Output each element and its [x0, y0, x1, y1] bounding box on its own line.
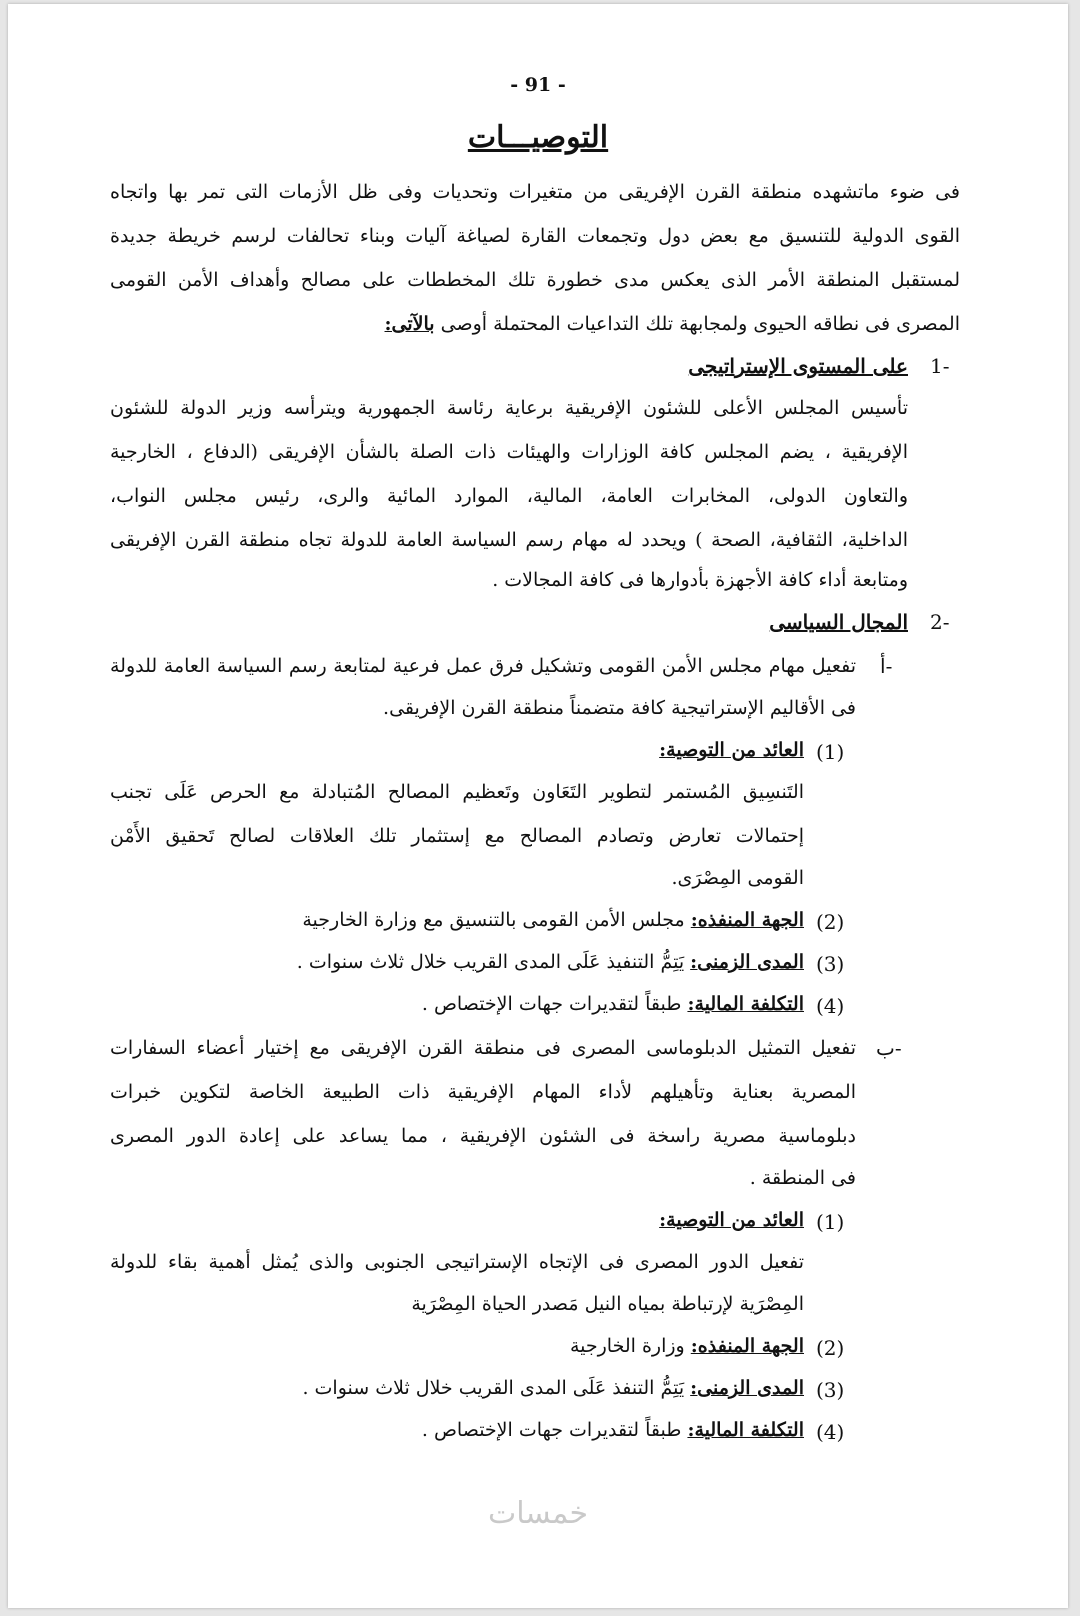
timeframe-label: المدى الزمنى: [690, 1377, 804, 1399]
item-a-sub1-label [659, 736, 804, 764]
section2-heading: المجال السياسى [769, 610, 908, 634]
item-a-sub2 [302, 906, 804, 934]
item-b-line: دبلوماسية مصرية راسخة فى الشئون الإفريقية ، مما يساعد على إعادة الدور المصرى [110, 1125, 856, 1147]
page-number: - 91 - [510, 74, 566, 96]
section1-line: تأسيس المجلس الأعلى للشئون الإفريقية برعاية رئاسة الجمهورية ويترأسه وزير الدولة للشئون [110, 397, 908, 419]
section1-last-line: ومتابعة أداء كافة الأجهزة بأدوارها فى كافة المجالات . [492, 569, 908, 591]
section1-line: الإفريقية ، يضم المجلس كافة الوزارات والهيئات ذات الصلة بالشأن الإفريقى (الدفاع ، الخارجية [110, 441, 908, 463]
cost-label: التكلفة المالية: [687, 993, 804, 1015]
item-a-benefit-last: القومى المِصْرَى. [671, 867, 804, 889]
intro-line: القوى الدولية للتنسيق مع بعض دول وتجمعات القارة لصياغة آليات وبناء تحالفات لرسم خريطة جديدة [110, 225, 960, 247]
item-b-benefit-line: تفعيل الدور المصرى فى الإتجاه الإستراتيجى الجنوبى والذى يُمثل أهمية بقاء للدولة [110, 1251, 804, 1273]
timeframe-label: المدى الزمنى: [690, 951, 804, 973]
section2-number: 2- [930, 610, 950, 634]
item-a-sub4-number: (4) [816, 994, 845, 1018]
item-b-sub3 [302, 1374, 804, 1402]
item-a-sub1-number: (1) [816, 740, 845, 764]
timeframe-value: يَتِمُّ التنفذ عَلَى المدى القريب خلال ثلاث سنوات . [302, 1377, 685, 1399]
benefit-label: العائد من التوصية: [659, 739, 804, 761]
item-a-sub2-number: (2) [816, 910, 845, 934]
item-b-sub2 [570, 1332, 804, 1360]
document-page [8, 4, 1068, 1608]
item-a-sub4 [422, 990, 804, 1018]
benefit-label: العائد من التوصية: [659, 1209, 804, 1231]
section1-line: الداخلية، الثقافية، الصحة ) ويحدد له مهام رسم السياسة العامة للدولة تجاه منطقة القرن الإفريقى [110, 529, 908, 551]
item-b-sub2-number: (2) [816, 1336, 845, 1360]
section1-number: 1- [930, 354, 950, 378]
item-b-sub4 [422, 1416, 804, 1444]
section1-line: والتعاون الدولى، المخابرات العامة، المالية، الموارد المائية والرى، رئيس مجلس النواب، [110, 485, 908, 507]
item-b-sub4-number: (4) [816, 1420, 845, 1444]
item-b-line: تفعيل التمثيل الدبلوماسى المصرى فى منطقة القرن الإفريقى مع إختيار أعضاء السفارات [110, 1037, 856, 1059]
cost-value: طبقاً لتقديرات جهات الإختصاص . [421, 993, 682, 1015]
item-b-benefit-last: المِصْرَية لإرتباطة بمياه النيل مَصدر الحياة المِصْرَية [411, 1293, 804, 1315]
intro-line: لمستقبل المنطقة الأمر الذى يعكس مدى خطورة تلك المخططات على مصالح وأهداف الأمن القومى [110, 269, 960, 291]
item-a-line: تفعيل مهام مجلس الأمن القومى وتشكيل فرق عمل فرعية لمتابعة رسم السياسة العامة للدولة [110, 655, 856, 677]
executor-label: الجهة المنفذه: [690, 909, 804, 931]
item-b-sub1-label [659, 1206, 804, 1234]
item-a-marker: أ- [880, 654, 893, 678]
section1-heading: على المستوى الإستراتيجى [688, 354, 908, 378]
cost-label: التكلفة المالية: [687, 1419, 804, 1441]
page-title: التوصيـــات [467, 120, 609, 155]
cost-value: طبقاً لتقديرات جهات الإختصاص . [421, 1419, 682, 1441]
item-a-last-line: فى الأقاليم الإستراتيجية كافة متضمناً منطقة القرن الإفريقى. [383, 697, 856, 719]
intro-last-line [385, 310, 960, 338]
item-b-sub3-number: (3) [816, 1378, 845, 1402]
watermark-logo: خمسات [487, 1496, 589, 1531]
executor-label: الجهة المنفذه: [690, 1335, 804, 1357]
item-b-marker: ب- [876, 1036, 902, 1060]
item-b-last-line: فى المنطقة . [749, 1167, 856, 1189]
intro-last-text: المصرى فى نطاقه الحيوى ولمجابهة تلك التداعيات المحتملة أوصى [440, 313, 960, 335]
executor-value: مجلس الأمن القومى بالتنسيق مع وزارة الخارجية [302, 909, 685, 931]
item-a-benefit-line: التَنسِيق المُستمر لتطوير التَعَاون وتَعظيم المصالح المُتبادلة مع الحرص عَلَى تجنب [110, 781, 804, 803]
item-a-sub3-number: (3) [816, 952, 845, 976]
intro-line: فى ضوء ماتشهده منطقة القرن الإفريقى من متغيرات وتحديات وفى ظل الأزمات التى تمر بها واتجاه [110, 181, 960, 203]
item-b-sub1-number: (1) [816, 1210, 845, 1234]
executor-value: وزارة الخارجية [569, 1335, 685, 1357]
item-a-benefit-line: إحتمالات تعارض وتصادم المصالح مع إستثمار تلك العلاقات لصالح تَحقيق الأَمْن [110, 825, 804, 847]
timeframe-value: يَتِمُّ التنفيذ عَلَى المدى القريب خلال ثلاث سنوات . [296, 951, 685, 973]
item-b-line: المصرية بعناية وتأهيلهم لأداء المهام الإفريقية ذات الطبيعة الخاصة لتكوين خبرات [110, 1081, 856, 1103]
intro-last-bold: بالآتى: [384, 313, 435, 335]
item-a-sub3 [297, 948, 804, 976]
